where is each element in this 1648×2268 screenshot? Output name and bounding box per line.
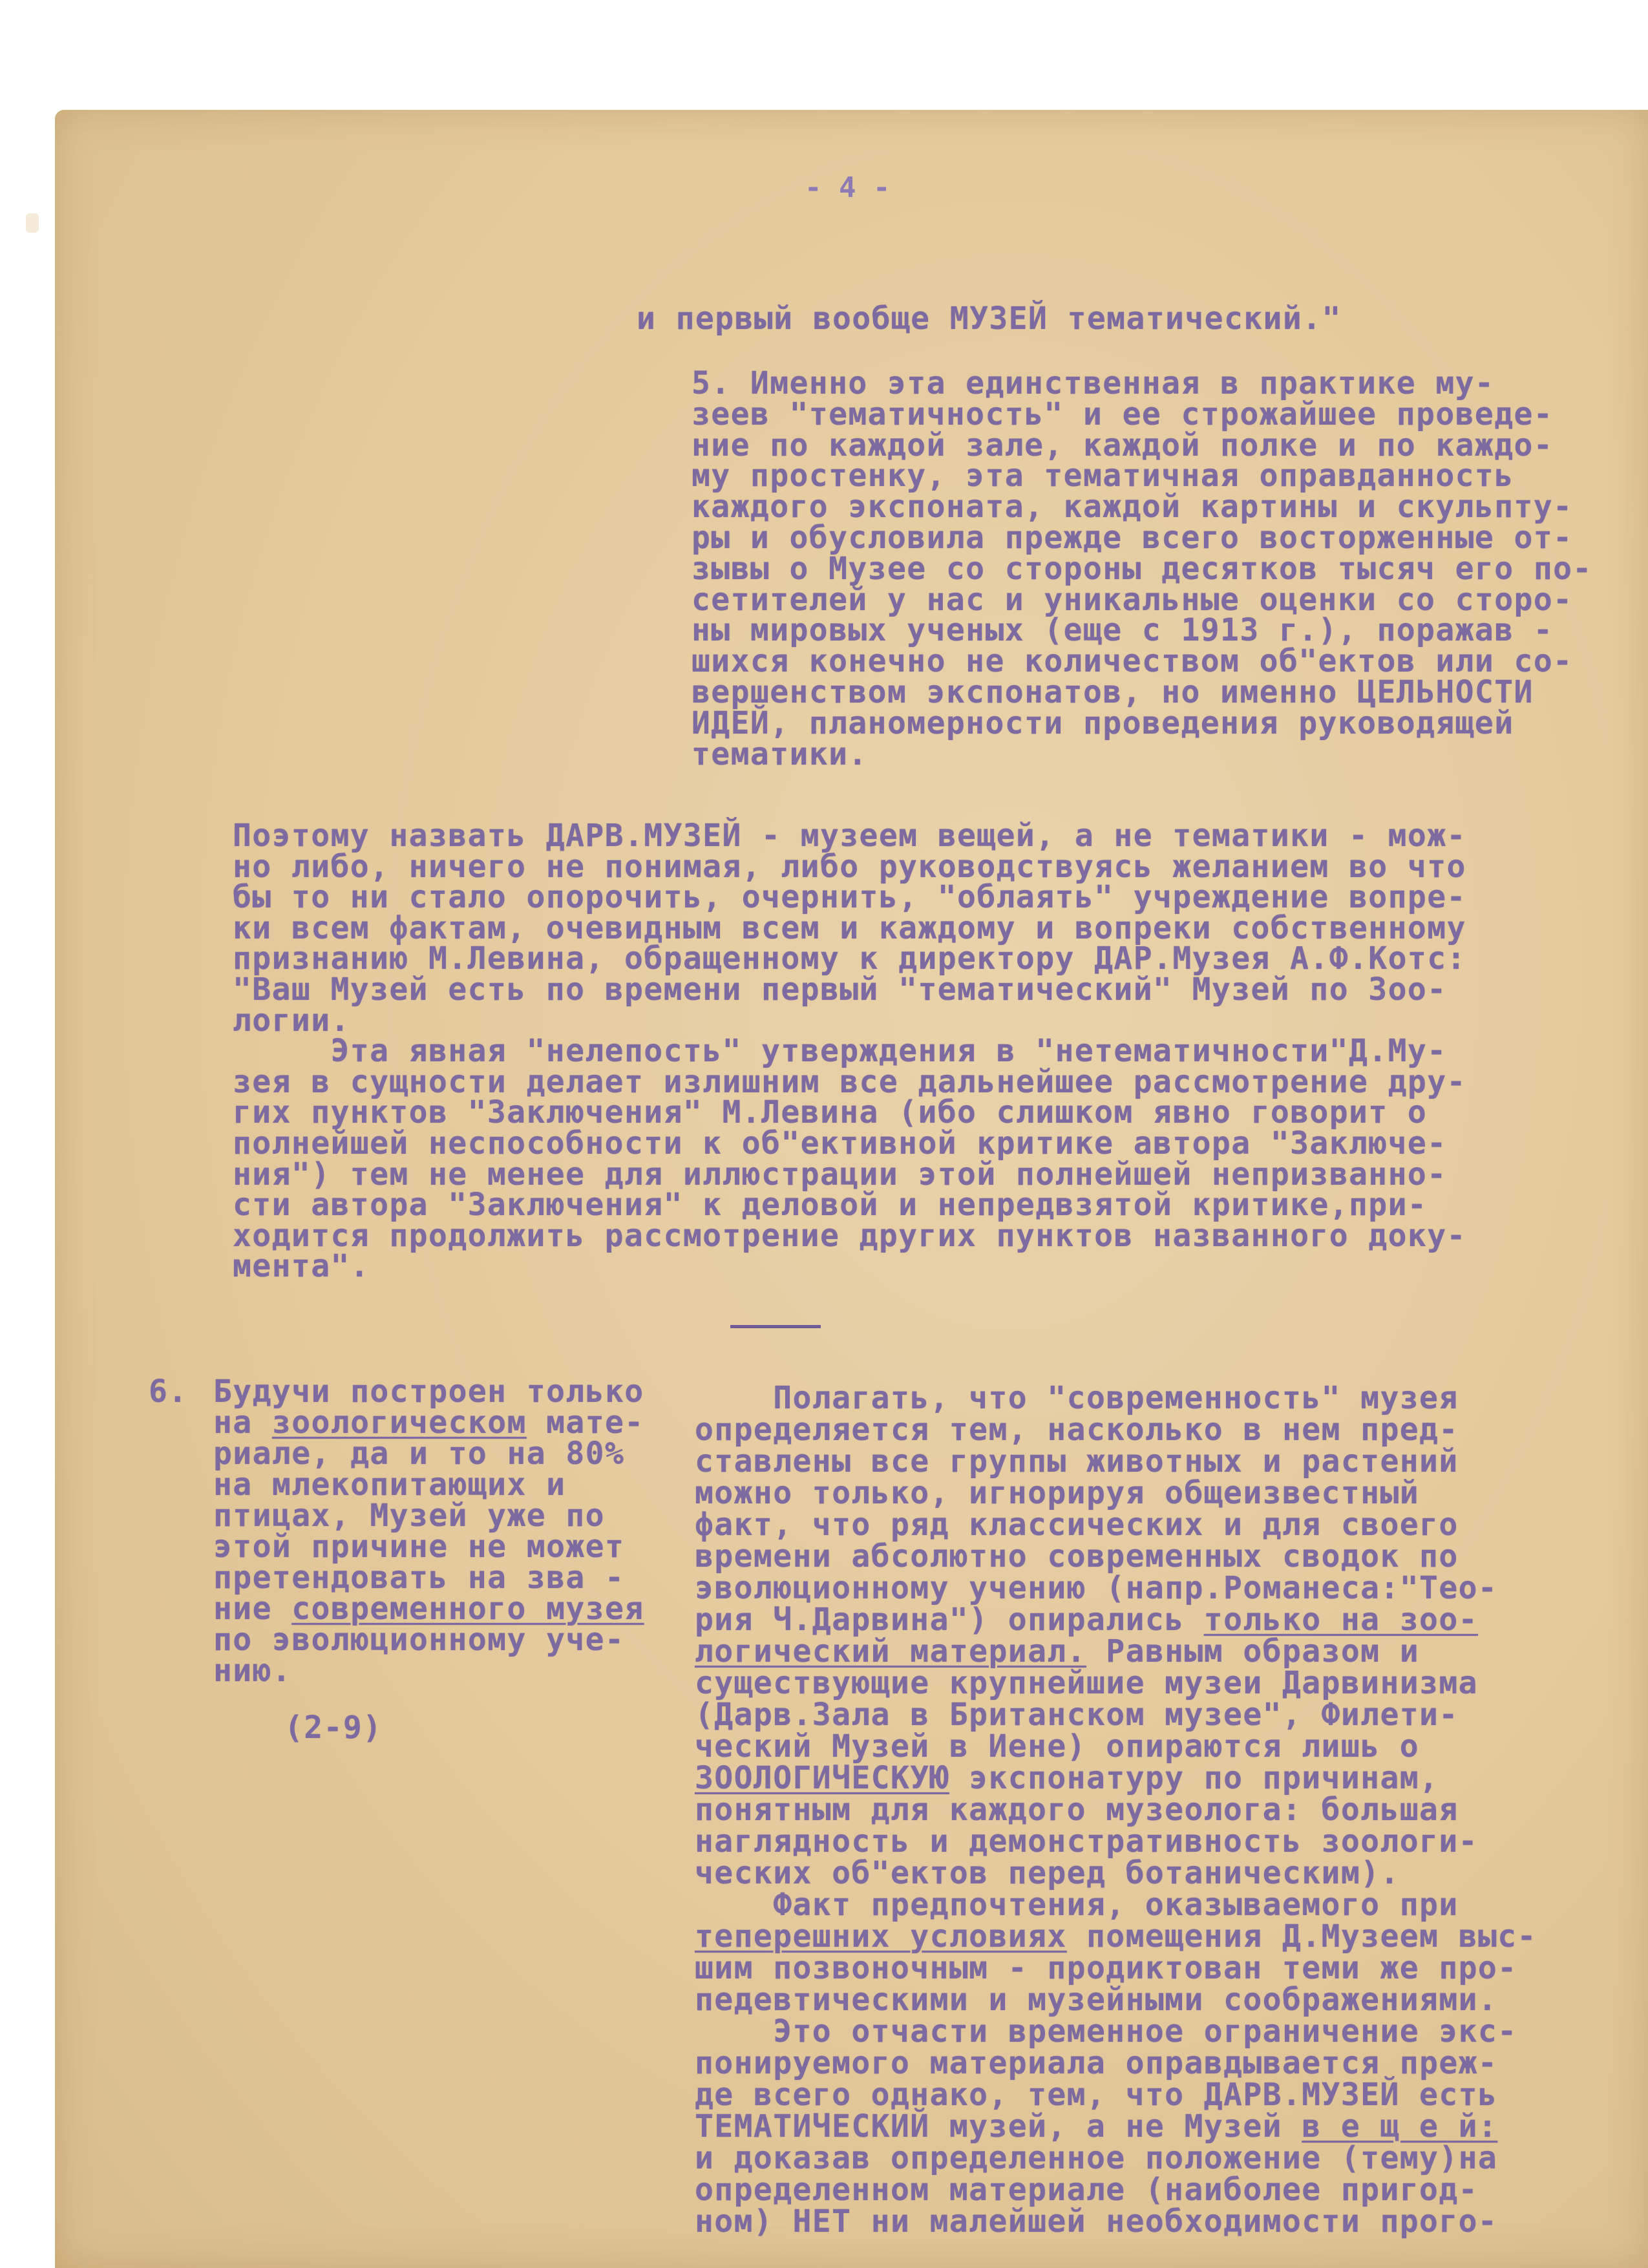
- right-col-line: времени абсолютно современных сводок по: [695, 1538, 1459, 1574]
- left-col-line: этой причине не может: [213, 1529, 625, 1565]
- left-col-line: претендовать на зва -: [213, 1560, 625, 1596]
- p2-line: зея в сущности делает излишним все дальнейшее рассмотрение дру-: [233, 1063, 1466, 1100]
- p5-line: каждого экспоната, каждой картины и скульпту-: [692, 489, 1573, 525]
- left-col-line: нию.: [213, 1653, 292, 1689]
- right-col-line: шим позвоночным - продиктован теми же про-: [695, 1950, 1517, 1986]
- left-col-line: птицах, Музей уже по: [213, 1498, 605, 1534]
- p5-line: му простенку, эта тематичная оправданность: [692, 458, 1514, 494]
- p2-line: "Ваш Музей есть по времени первый "тематический" Музей по Зоо-: [233, 971, 1447, 1008]
- right-col-line: педевтическими и музейными соображениями.: [695, 1982, 1498, 2018]
- left-col-number: 6.: [149, 1373, 188, 1410]
- right-col-line: можно только, игнорируя общеизвестный: [695, 1475, 1420, 1511]
- p2-line: гих пунктов "Заключения" М.Левина (ибо слишком явно говорит о: [233, 1094, 1428, 1131]
- left-col-line: по эволюционному уче-: [213, 1622, 625, 1658]
- right-col-line: рия Ч.Дарвина") опирались только на зоо-: [695, 1602, 1478, 1638]
- p5-line: тематики.: [692, 736, 868, 772]
- separator: [730, 1325, 821, 1328]
- p5-line: сетителей у нас и уникальные оценки со сторо-: [692, 581, 1573, 618]
- p2-line: но либо, ничего не понимая, либо руководствуясь желанием во что: [233, 848, 1466, 885]
- p2-line: полнейшей неспособности к об"ективной критике автора "Заключе-: [233, 1125, 1447, 1161]
- left-col-line: Будучи построен только: [213, 1373, 644, 1410]
- right-col-line: понятным для каждого музеолога: большая: [695, 1792, 1459, 1828]
- underlined-text: только на зоо-: [1203, 1602, 1478, 1638]
- p5-line: ние по каждой зале, каждой полке и по каждо-: [692, 427, 1554, 463]
- right-col-line: ТЕМАТИЧЕСКИЙ музей, а не Музей в е щ е й:: [695, 2108, 1498, 2145]
- p2-line: бы то ни стало опорочить, очернить, "облаять" учреждение вопре-: [233, 879, 1466, 916]
- underlined-text: в е щ е й:: [1302, 2108, 1498, 2145]
- left-col-line: на зоологическом мате-: [213, 1404, 644, 1441]
- p5-line: ны мировых ученых (еще с 1913 г.), поражав -: [692, 612, 1554, 649]
- p2-line: мента".: [233, 1248, 370, 1285]
- underlined-text: современного музея: [291, 1591, 644, 1627]
- p5-line: 5. Именно эта единственная в практике му-: [692, 365, 1495, 401]
- p5-line: зеев "тематичность" и ее строжайшее проведе-: [692, 396, 1554, 432]
- underlined-text: зоологическом: [271, 1404, 527, 1441]
- right-col-line: де всего однако, тем, что ДАРВ.МУЗЕЙ есть: [695, 2077, 1498, 2113]
- paper-tear: [26, 213, 39, 233]
- p5-intro: и первый вообще МУЗЕЙ тематический.": [637, 301, 1342, 337]
- right-col-line: существующие крупнейшие музеи Дарвинизма: [695, 1665, 1478, 1701]
- underlined-text: теперешних условиях: [695, 1918, 1067, 1955]
- right-col-line: логический материал. Равным образом и: [695, 1633, 1420, 1669]
- p2-line: признанию М.Левина, обращенному к директору ДАР.Музея А.Ф.Котс:: [233, 940, 1466, 977]
- p2-line: ки всем фактам, очевидным всем и каждому и вопреки собственному: [233, 909, 1466, 946]
- page-number: - 4 -: [805, 171, 891, 204]
- right-col-line: определенном материале (наиболее пригод-: [695, 2172, 1478, 2208]
- p2-line: Поэтому назвать ДАРВ.МУЗЕЙ - музеем вещей, а не тематики - мож-: [233, 818, 1466, 854]
- right-col-line: ЗООЛОГИЧЕСКУЮ экспонатуру по причинам,: [695, 1760, 1439, 1796]
- right-col-line: определяется тем, насколько в нем пред-: [695, 1412, 1459, 1448]
- p5-line: шихся конечно не количеством об"ектов или со-: [692, 643, 1573, 680]
- underlined-text: логический материал.: [695, 1633, 1086, 1669]
- right-col-line: эволюционному учению (напр.Романеса:"Тео-: [695, 1570, 1498, 1606]
- p2-line: сти автора "Заключения" к деловой и непредвзятой критике,при-: [233, 1187, 1428, 1224]
- left-col-line: ние современного музея: [213, 1591, 644, 1627]
- right-col-line: факт, что ряд классических и для своего: [695, 1507, 1459, 1543]
- p2-line: Эта явная "нелепость" утверждения в "нетематичности"Д.Му-: [233, 1033, 1447, 1070]
- left-col-line: риале, да и то на 80%: [213, 1436, 625, 1472]
- right-col-line: Факт предпочтения, оказываемого при: [695, 1887, 1459, 1923]
- left-col-line: на млекопитающих и: [213, 1467, 566, 1503]
- right-col-line: Полагать, что "современность" музея: [695, 1380, 1459, 1416]
- p5-line: зывы о Музее со стороны десятков тысяч его по-: [692, 550, 1592, 587]
- p5-line: вершенством экспонатов, но именно ЦЕЛЬНОСТИ: [692, 674, 1534, 710]
- right-col-line: и доказав определенное положение (тему)на: [695, 2140, 1498, 2176]
- right-col-line: (Дарв.Зала в Британском музее", Филети-: [695, 1697, 1459, 1733]
- right-col-line: ставлены все группы животных и растений: [695, 1443, 1459, 1479]
- right-col-line: понируемого материала оправдывается преж-: [695, 2045, 1498, 2081]
- p5-line: ры и обусловила прежде всего восторженные от-: [692, 520, 1573, 556]
- underlined-text: ЗООЛОГИЧЕСКУЮ: [695, 1760, 949, 1796]
- right-col-line: ном) НЕТ ни малейшей необходимости прого-: [695, 2203, 1498, 2240]
- right-col-line: ческий Музей в Иене) опираются лишь о: [695, 1728, 1420, 1765]
- right-col-line: Это отчасти временное ограничение экс-: [695, 2013, 1517, 2050]
- right-col-line: теперешних условиях помещения Д.Музеем выс-: [695, 1918, 1537, 1955]
- right-col-line: ческих об"ектов перед ботаническим).: [695, 1855, 1400, 1891]
- right-col-line: наглядность и демонстративность зоологи-: [695, 1823, 1478, 1860]
- p2-line: логии.: [233, 1002, 350, 1039]
- p2-line: ния") тем не менее для иллюстрации этой полнейшей непризванно-: [233, 1156, 1447, 1192]
- left-col-ref: (2-9): [284, 1710, 383, 1746]
- p5-line: ИДЕЙ, планомерности проведения руководящей: [692, 705, 1514, 741]
- p2-line: ходится продолжить рассмотрение других пунктов названного доку-: [233, 1217, 1466, 1254]
